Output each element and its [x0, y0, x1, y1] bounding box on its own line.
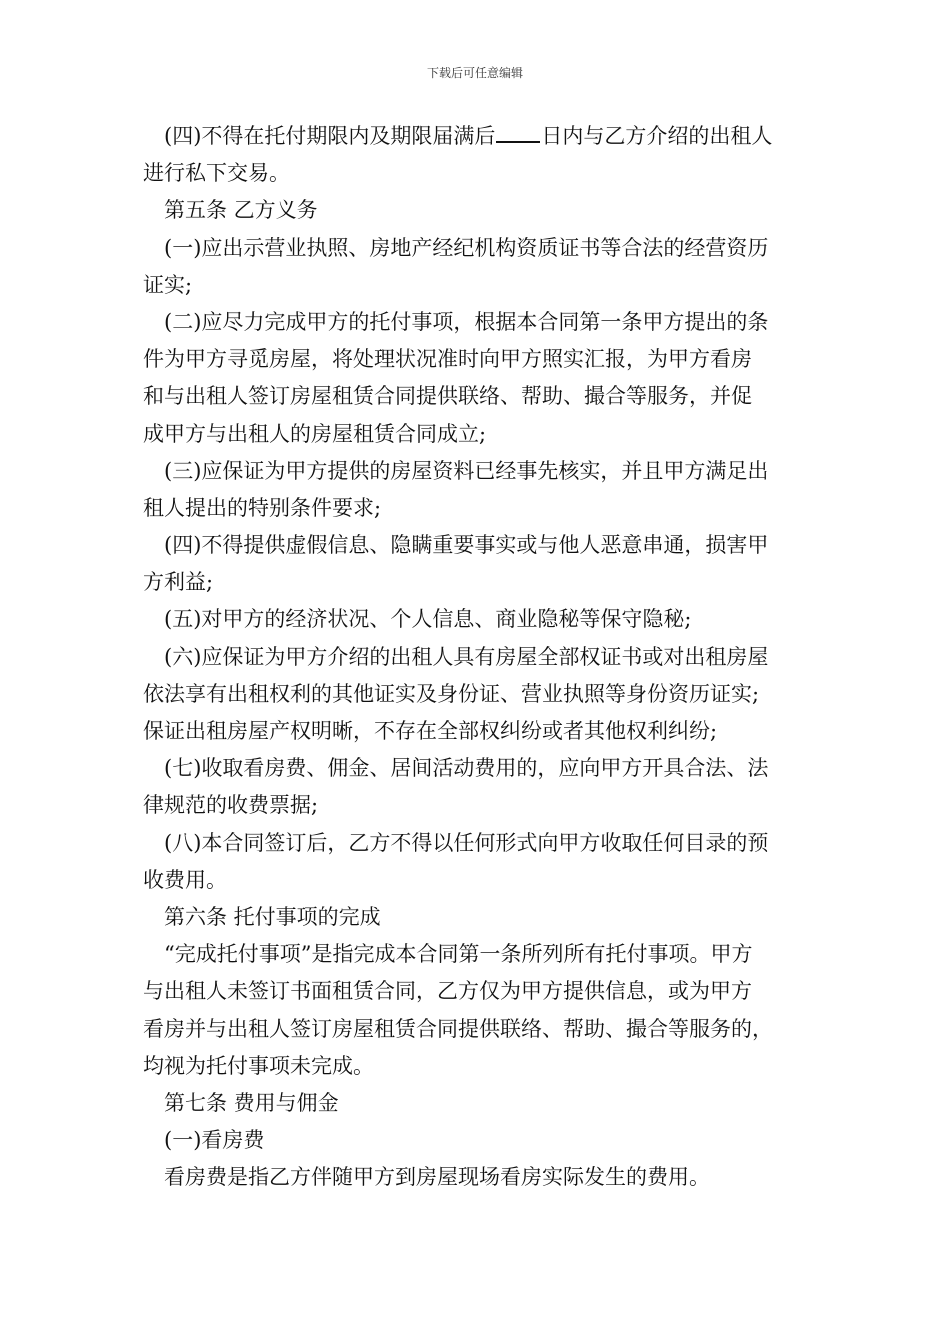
line-text: “完成托付事项”是指完成本合同第一条所列所有托付事项。甲方	[164, 942, 753, 967]
line-text: 租人提出的特别条件要求;	[143, 495, 382, 520]
line-text: 进行私下交易。	[143, 161, 290, 186]
line-text: 保证出租房屋产权明晰，不存在全部权纠纷或者其他权利纠纷;	[143, 719, 718, 743]
page-header: 下载后可任意编辑	[426, 66, 523, 80]
text-line	[143, 341, 813, 378]
text-line	[143, 155, 813, 192]
text-line	[143, 787, 813, 824]
text-line	[143, 750, 813, 787]
line-text: 看房并与出租人签订房屋租赁合同提供联络、帮助、撮合等服务的，	[143, 1016, 773, 1041]
line-text: (七)收取看房费、佣金、居间活动费用的，应向甲方开具合法、法	[164, 756, 769, 781]
line-text: 依法享有出租权利的其他证实及身份证、营业执照等身份资历证实;	[143, 681, 760, 706]
line-text: 证实;	[143, 272, 193, 297]
document-body	[143, 118, 813, 1196]
line-text: 成甲方与出租人的房屋租赁合同成立;	[143, 421, 487, 446]
text-line	[143, 416, 813, 453]
line-text: (三)应保证为甲方提供的房屋资料已经事先核实，并且甲方满足出	[164, 458, 769, 483]
text-line	[143, 1048, 813, 1085]
text-line	[143, 453, 813, 490]
line-text: 均视为托付事项未完成。	[143, 1053, 374, 1078]
fill-in-blank	[496, 141, 540, 143]
line-text: (四)不得提供虚假信息、隐瞒重要事实或与他人恶意串通，损害甲	[164, 533, 769, 558]
line-text: (五)对甲方的经济状况、个人信息、商业隐秘等保守隐秘;	[164, 607, 692, 632]
text-line	[143, 1122, 813, 1159]
text-line	[143, 676, 813, 713]
line-text: 第六条 托付事项的完成	[164, 904, 381, 929]
text-line	[143, 267, 813, 304]
text-line	[143, 230, 813, 267]
line-text: 第七条 费用与佣金	[164, 1090, 339, 1115]
line-text: (八)本合同签订后，乙方不得以任何形式向甲方收取任何目录的预	[164, 830, 769, 855]
text-line	[143, 1011, 813, 1048]
line-text: 第五条 乙方义务	[164, 198, 318, 223]
line-text: (六)应保证为甲方介绍的出租人具有房屋全部权证书或对出租房屋	[164, 644, 769, 669]
text-line	[143, 639, 813, 676]
line-text: 收费用。	[143, 867, 227, 892]
line-text: (四)不得在托付期限内及期限届满后	[164, 124, 496, 148]
text-line	[143, 378, 813, 415]
line-text: 件为甲方寻觅房屋，将处理状况准时向甲方照实汇报，为甲方看房	[143, 347, 752, 372]
text-line	[143, 936, 813, 973]
text-line	[143, 490, 813, 527]
text-line	[143, 192, 813, 229]
text-line	[143, 1159, 813, 1196]
text-line	[143, 1085, 813, 1122]
line-text-continued: 日内与乙方介绍的出租人	[541, 124, 773, 148]
line-text: 和与出租人签订房屋租赁合同提供联络、帮助、撮合等服务，并促	[143, 384, 752, 409]
text-line	[143, 527, 813, 564]
text-line	[143, 713, 813, 750]
line-text: 看房费是指乙方伴随甲方到房屋现场看房实际发生的费用。	[164, 1165, 710, 1190]
text-line	[143, 825, 813, 862]
text-line	[143, 564, 813, 601]
text-line	[143, 862, 813, 899]
line-text: (二)应尽力完成甲方的托付事项，根据本合同第一条甲方提出的条	[164, 309, 769, 334]
line-text: (一)看房费	[164, 1128, 265, 1153]
text-line	[143, 304, 813, 341]
text-line	[143, 118, 813, 155]
line-text: (一)应出示营业执照、房地产经纪机构资质证书等合法的经营资历	[164, 235, 769, 260]
text-line	[143, 973, 813, 1010]
line-text: 方利益;	[143, 570, 214, 595]
line-text: 与出租人未签订书面租赁合同，乙方仅为甲方提供信息，或为甲方	[143, 979, 752, 1004]
text-line	[143, 899, 813, 936]
line-text: 律规范的收费票据;	[143, 793, 319, 818]
text-line	[143, 601, 813, 638]
